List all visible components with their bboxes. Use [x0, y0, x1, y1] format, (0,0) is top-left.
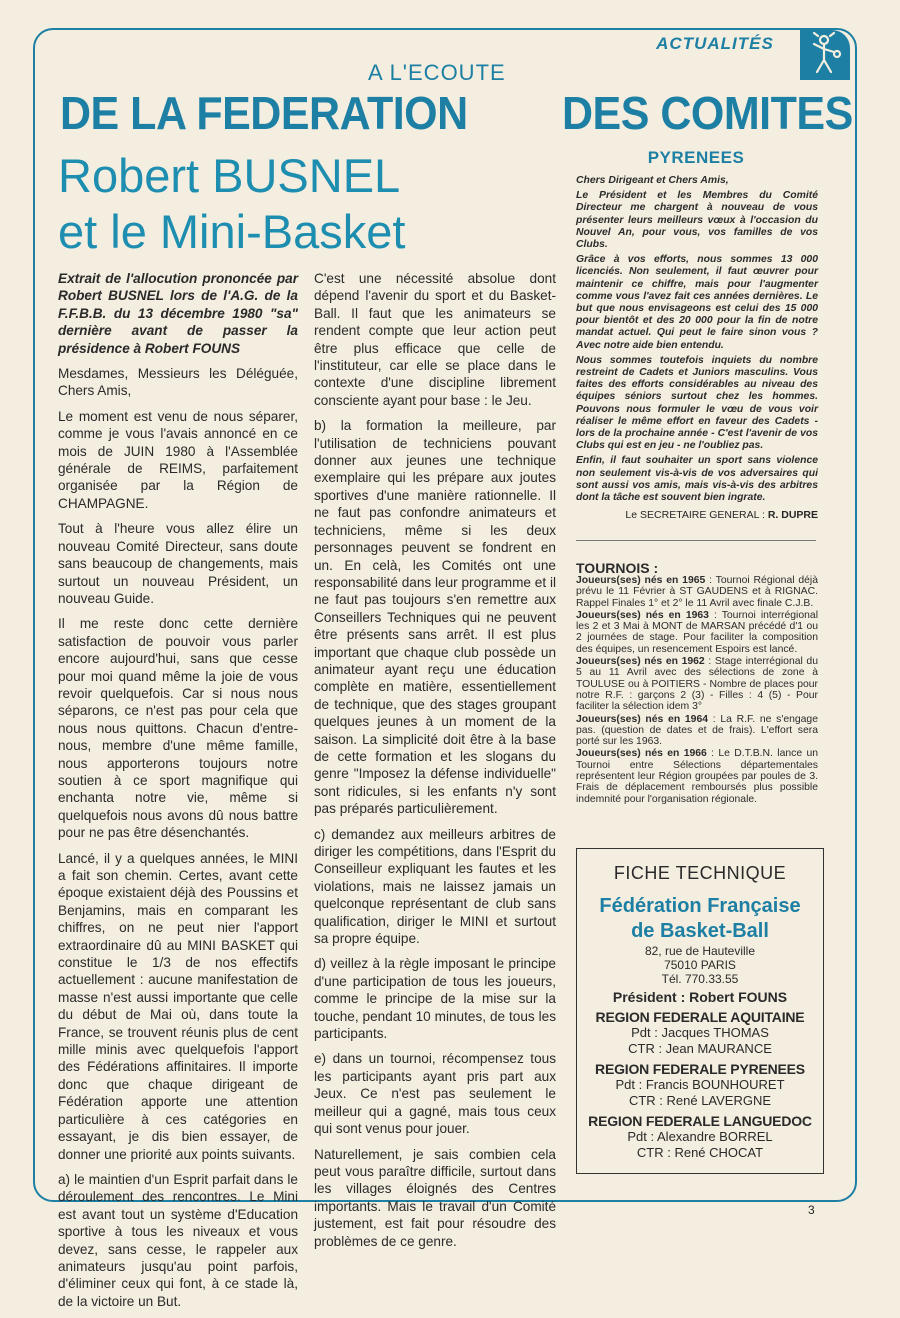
article-paragraph: d) veillez à la règle imposant le principe d'une participation de tous les joueurs, comme le principe de la mise sur la touche, pendant 10 minutes, de tous les participants.	[314, 956, 556, 1042]
article-paragraph: Le moment est venu de nous séparer, comme je vous l'avais annoncé en ce mois de JUIN 1980 à l'Assemblée générale de REIMS, parfaitement organisée par la Région de CHAMPAGNE.	[58, 408, 298, 511]
article-paragraph: a) le maintien d'un Esprit parfait dans le déroulement des rencontres. Le Mini est avant tout un système d'Education sportive à tous les niveaux et vous devez, sans cesse, le rappeler aux animateurs jusqu'au point parfois, d'éliminer ceux qui font, à ce stade là, de la victoire un But.	[58, 1171, 298, 1309]
fiche-title: FICHE TECHNIQUE	[613, 863, 787, 883]
tournoi-item: Joueurs(ses) nés en 1966 : Le D.T.B.N. lance un Tournoi entre Sélections départementales représentent leur Région groupées par poules de 3. Frais de déplacement remboursés plus possible indemnité pour l'organisation régionale.	[576, 748, 819, 805]
letter-paragraph: Enfin, il faut souhaiter un sport sans violence non seulement vis-à-vis de vos adversaires qui sont aussi vos amis, mais vis-à-vis des arbitres dont la tâche est souvent bien ingrate.	[576, 455, 818, 504]
article-paragraph: Lancé, il y a quelques années, le MINI a fait son chemin. Certes, avant cette époque existaient déjà des Poussins et Benjamins, mais en comparant les chiffres, on ne peut nier l'apport extraordinaire dû au MINI BASKET qui constitue le 1/3 de nos effectifs actuellement : aucune manifestation de masse n'est aussi importante que celle du début de Mai où, dans toute la France, se trouvent réunis plus de cent mille minis avec quelquefois l'apport des Fédérations affinitaires. Il importe donc que chaque dirigeant de Fédération apporte une attention particulière à ces catégories en essayant, je dis bien essayer, de donner une priorité aux points suivants.	[58, 850, 298, 1162]
article-column-1	[58, 270, 298, 1318]
region-block-languedoc: REGION FEDERALE LANGUEDOC Pdt : Alexandre BORREL CTR : René CHOCAT	[588, 1113, 812, 1160]
page-number: 3	[808, 1203, 815, 1217]
fiche-technique-box	[576, 848, 824, 1174]
article-paragraph: e) dans un tournoi, récompensez tous les participants ayant pris part aux Jeux. Ce n'est pas seulement le meilleur qui a gagné, mais tous ceux qui sont venus pour jouer.	[314, 1051, 556, 1137]
tournoi-item: Joueurs(ses) nés en 1964 : La R.F. ne s'engage pas. (question de dates et de frais). L'effort sera porté sur les 1963.	[576, 713, 818, 748]
article-title-line1: Robert BUSNEL	[58, 149, 401, 202]
article-paragraph: C'est une nécessité absolue dont dépend l'avenir du sport et du Basket-Ball. Il faut que les animateurs se rendent compte que leur action peut être plus efficace que celle de l'instituteur, car elle se place dans le contexte d'une discipline librement consciente ayant pour base : le Jeu.	[314, 271, 556, 408]
region-heading: PYRENEES	[647, 148, 745, 167]
tournoi-item: Joueurs(ses) nés en 1965 : Tournoi Régional déjà prévu le 11 Février à ST GAUDENS et à RIGNAC. Rappel Finales 1° et 2° le 11 Avril avec finale C.J.B.	[576, 575, 819, 609]
overline: A L'ECOUTE	[368, 60, 506, 85]
article-paragraph: Il me reste donc cette dernière satisfaction de pouvoir vous parler encore aujourd'hui, sans que cesse pour moi quand même la joie de vous revoir quelquefois. Car si nous nous séparons, ce n'est pas pour cela que nous nous quittons. Chacun d'entre-nous, membre d'une même famille, nous apporterons toujours notre soutien à ce sport magnifique qui enchanta notre vie, même si quelquefois nous avons dû nous battre pour ne pas être désenchantés.	[58, 616, 298, 841]
federation-address: 82, rue de Hauteville 75010 PARIS Tél. 770.33.55	[644, 944, 756, 986]
tournoi-item: Joueurs(ses) nés en 1962 : Stage interrégional du 5 au 11 Avril avec des sélections de zone à TOULUSE ou à POITIERS - Nombre de places pour notre R.F. : garçons 2 (3) - Filles : 4 (5) - Pour faciliter la sélection idem 3°	[576, 656, 818, 713]
signature-role: Le SECRETAIRE GENERAL :	[625, 509, 765, 521]
letter-paragraph: Nous sommes toutefois inquiets du nombre restreint de Cadets et Juniors masculins. Vous faites des efforts considérables au niveau des équipes séniors surtout chez les hommes. Pouvons nous formuler le vœu de vous voir réaliser le même effort en faveur des Cadets - lors de la prochaine année - C'est l'avenir de vos Clubs qui est en jeu - ne l'oubliez pas.	[576, 354, 818, 452]
region-block-pyrenees: REGION FEDERALE PYRENEES Pdt : Francis BOUNHOURET CTR : René LAVERGNE	[595, 1061, 805, 1108]
article-paragraph: Tout à l'heure vous allez élire un nouveau Comité Directeur, sans doute sans beaucoup de changements, mais surtout un nouveau Président, un nouveau Guide.	[58, 521, 298, 606]
article-paragraph: Naturellement, je sais combien cela peut vous paraître difficile, surtout dans les villages éloignés des Centres importants. Mais le travail d'un Comité justement, est fait pour résoudre des problèmes de ce genre.	[314, 1146, 556, 1249]
section-label: ACTUALITÉS	[656, 34, 774, 53]
tournoi-item: Joueurs(ses) nés en 1963 : Tournoi interrégional les 2 et 3 Mai à MONT de MARSAN précédé d'1 ou 2 journées de stage. Pour faciliter la composition des équipes, un resencement Espoirs est lancé.	[576, 609, 819, 655]
letter-paragraph: Le Président et les Membres du Comité Directeur me chargent à nouveau de vous présenter leurs meilleurs vœux à l'occasion du Nouvel An, pour vous, vos familles de vos Clubs.	[576, 190, 818, 251]
federation-president: Président : Robert FOUNS	[612, 989, 788, 1005]
article-paragraph: b) la formation la meilleure, par l'utilisation de techniciens pouvant donner aux jeunes une technique exemplaire qui les prépare aux joutes sportives d'une manière rationnelle. Il ne faut pas confondre animateurs et techniciens, même si les deux personnages peuvent se fondrent en un. En celà, les Comités ont une responsabilité dans leur programme et il ne faut pas toujours s'en remettre aux Conseillers Techniques qui ne peuvent être présents sans arrêt. Il est plus important que chaque club possède un animateur ayant reçu une éducation complète en matière, essentiellement de technique, que des stages groupant quelques jeunes à un moment de la saison. La simplicité doit être à la base de cette formation et les slogans du genre "Imposez la défense individuelle" sont ridicules, si les enfants n'y sont pas préparés particulièrement.	[314, 418, 556, 817]
article-column-2	[314, 270, 556, 1258]
divider	[576, 540, 816, 541]
article-intro: Extrait de l'allocution prononcée par Robert BUSNEL lors de l'A.G. de la F.F.B.B. du 13 décembre 1980 "sa" dernière avant de passer la présidence à Robert FOUNS	[58, 271, 298, 356]
article-title	[58, 148, 478, 260]
letter-paragraph: Chers Dirigeant et Chers Amis,	[576, 175, 729, 186]
federation-name: Fédération Française de Basket-Ball	[599, 895, 801, 942]
tournois-title: TOURNOIS :	[576, 560, 659, 576]
region-block-aquitaine: REGION FEDERALE AQUITAINE Pdt : Jacques THOMAS CTR : Jean MAURANCE	[595, 1009, 805, 1056]
comite-letter	[576, 175, 818, 507]
article-title-line2: et le Mini-Basket	[58, 205, 406, 258]
basketball-player-icon	[800, 30, 850, 80]
article-paragraph: Mesdames, Messieurs les Déléguée, Chers Amis,	[58, 366, 298, 399]
signature-name: R. DUPRE	[767, 509, 818, 521]
federation-headline: DE LA FEDERATION	[60, 88, 468, 140]
tournois-section	[576, 561, 818, 806]
article-paragraph: c) demandez aux meilleurs arbitres de diriger les compétitions, dans l'Esprit du Conseilleur expliquant les fautes et les violations, mais ne laissez jamais un quelconque représentant de club sans qualification, diriger le MINI et surtout sa propre équipe.	[314, 826, 556, 947]
letter-paragraph: Grâce à vos efforts, nous sommes 13 000 licenciés. Non seulement, il faut œuvrer pour maintenir ce chiffre, mais pour l'augmenter comme vous l'avez fait ces années dernières. Le but que nous envisageons est celui des 15 000 pour bientôt et des 20 000 pour la fin de notre mandat actuel. Qui peut le faire sinon vous ? Avec notre aide bien entendu.	[576, 254, 818, 351]
letter-signature	[576, 509, 818, 521]
comites-headline: DES COMITES	[562, 88, 853, 140]
